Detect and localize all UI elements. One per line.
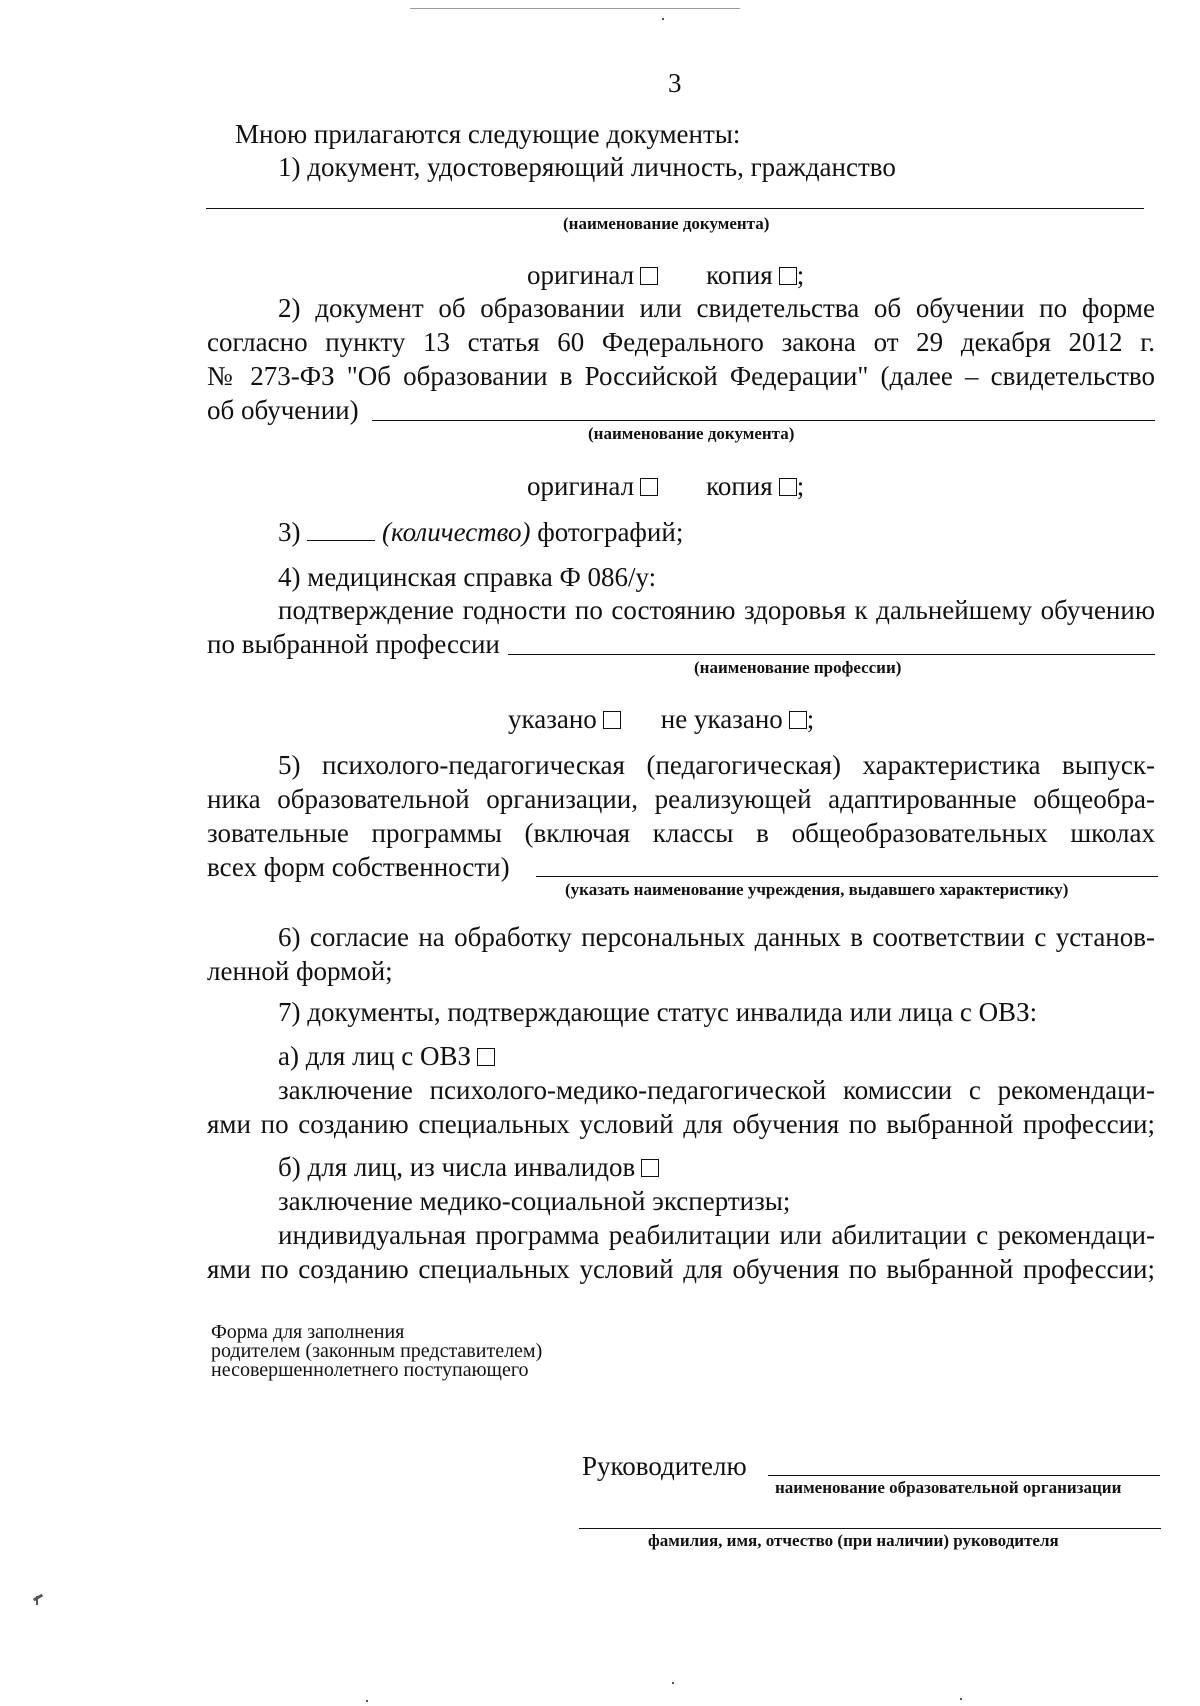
item-3-prefix: 3) <box>278 517 301 547</box>
addressee-label: Руководителю <box>582 1451 747 1481</box>
item-1-end: ; <box>796 260 805 290</box>
item-1-options <box>527 258 804 292</box>
item-2-line-3: № 273-ФЗ "Об образовании в Российской Федерации" (далее – свидетельство <box>207 361 1155 391</box>
item-2-original-checkbox[interactable] <box>640 478 658 496</box>
item-2-copy-label: копия <box>706 471 773 501</box>
item-1-document-field[interactable] <box>206 208 1144 209</box>
item-4-not-specified-checkbox[interactable] <box>789 711 807 729</box>
item-7-a-label: а) для лиц с ОВЗ <box>278 1041 471 1071</box>
item-2-copy-checkbox[interactable] <box>779 478 797 496</box>
item-5-institution-field[interactable] <box>536 876 1158 877</box>
item-4-profession-field[interactable] <box>508 654 1155 655</box>
item-3-quantity-hint: (количество) <box>382 517 531 547</box>
director-caption: фамилия, имя, отчество (при наличии) руководителя <box>648 1531 1059 1550</box>
item-4-caption: (наименование профессии) <box>694 658 902 677</box>
item-1-copy-checkbox[interactable] <box>779 267 797 285</box>
item-4-specified-label: указано <box>508 704 597 734</box>
scan-artifact <box>36 1596 38 1605</box>
scan-artifact <box>410 8 740 9</box>
item-7-b-line-2: индивидуальная программа реабилитации или абилитации с рекомендаци- <box>278 1220 1155 1250</box>
item-6-line-1: 6) согласие на обработку персональных данных в соответствии с установ- <box>278 922 1155 952</box>
item-4-specified-checkbox[interactable] <box>603 711 621 729</box>
item-5-line-2: ника образовательной организации, реализующей адаптированные общеобра- <box>207 784 1155 814</box>
item-4-line-3: по выбранной профессии <box>207 629 500 659</box>
form-note-line-3: несовершеннолетнего поступающего <box>211 1359 529 1381</box>
item-2-original-label: оригинал <box>527 471 635 501</box>
item-7-b-checkbox[interactable] <box>641 1159 659 1177</box>
item-3-quantity-field[interactable] <box>307 516 375 541</box>
item-7-b-line-1: заключение медико-социальной экспертизы; <box>278 1186 791 1216</box>
item-7-b-label: б) для лиц, из числа инвалидов <box>278 1152 636 1182</box>
item-2-end: ; <box>796 471 805 501</box>
item-3-line <box>278 515 683 549</box>
item-1-copy-label: копия <box>706 260 773 290</box>
item-2-caption: (наименование документа) <box>588 424 795 443</box>
item-1-original-label: оригинал <box>527 260 635 290</box>
item-4-line-2: подтверждение годности по состоянию здоровья к дальнейшему обучению <box>278 595 1155 625</box>
scan-artifact <box>366 1700 368 1702</box>
item-2-line-4: об обучении) <box>207 395 359 425</box>
item-4-not-specified-label: не указано <box>660 704 783 734</box>
item-6-line-2: ленной формой; <box>207 956 393 986</box>
item-5-caption: (указать наименование учреждения, выдавшего характеристику) <box>565 880 1069 899</box>
item-1-caption: (наименование документа) <box>563 214 770 233</box>
director-name-field[interactable] <box>579 1528 1161 1529</box>
item-1-text: 1) документ, удостоверяющий личность, гражданство <box>278 152 896 182</box>
item-5-line-3: зовательные программы (включая классы в общеобразовательных школах <box>207 818 1155 848</box>
scan-artifact <box>960 1698 962 1700</box>
form-note-line-2: родителем (законным представителем) <box>211 1340 543 1362</box>
item-7-a-line-1: заключение психолого-медико-педагогической комиссии с рекомендаци- <box>278 1075 1155 1105</box>
item-1-original-checkbox[interactable] <box>640 267 658 285</box>
item-7-a-line-2: ями по созданию специальных условий для обучения по выбранной профессии; <box>207 1109 1155 1139</box>
intro-text: Мною прилагаются следующие документы: <box>235 119 741 149</box>
item-7-b-row <box>278 1150 659 1184</box>
scan-artifact <box>662 18 664 20</box>
organization-name-field[interactable] <box>768 1475 1160 1476</box>
item-2-options <box>527 469 804 503</box>
item-7-heading: 7) документы, подтверждающие статус инвалида или лица с ОВЗ: <box>278 997 1038 1027</box>
organization-caption: наименование образовательной организации <box>775 1478 1122 1497</box>
item-7-a-row <box>278 1039 495 1073</box>
item-4-end: ; <box>806 704 815 734</box>
item-2-line-1: 2) документ об образовании или свидетельства об обучении по форме <box>278 293 1155 323</box>
scan-artifact <box>33 1594 43 1602</box>
item-3-suffix: фотографий; <box>537 517 684 547</box>
scan-artifact <box>672 1682 674 1684</box>
item-2-document-field[interactable] <box>372 420 1155 421</box>
form-note-line-1: Форма для заполнения <box>211 1321 405 1343</box>
item-7-a-checkbox[interactable] <box>477 1048 495 1066</box>
item-4-line-1: 4) медицинская справка Ф 086/у: <box>278 562 657 592</box>
page-number: 3 <box>668 68 682 98</box>
item-5-line-4: всех форм собственности) <box>207 852 510 882</box>
item-7-b-line-3: ями по созданию специальных условий для обучения по выбранной профессии; <box>207 1254 1155 1284</box>
item-2-line-2: согласно пункту 13 статья 60 Федерального закона от 29 декабря 2012 г. <box>207 327 1155 357</box>
item-5-line-1: 5) психолого-педагогическая (педагогическая) характеристика выпуск- <box>278 750 1155 780</box>
item-4-options <box>508 702 814 736</box>
